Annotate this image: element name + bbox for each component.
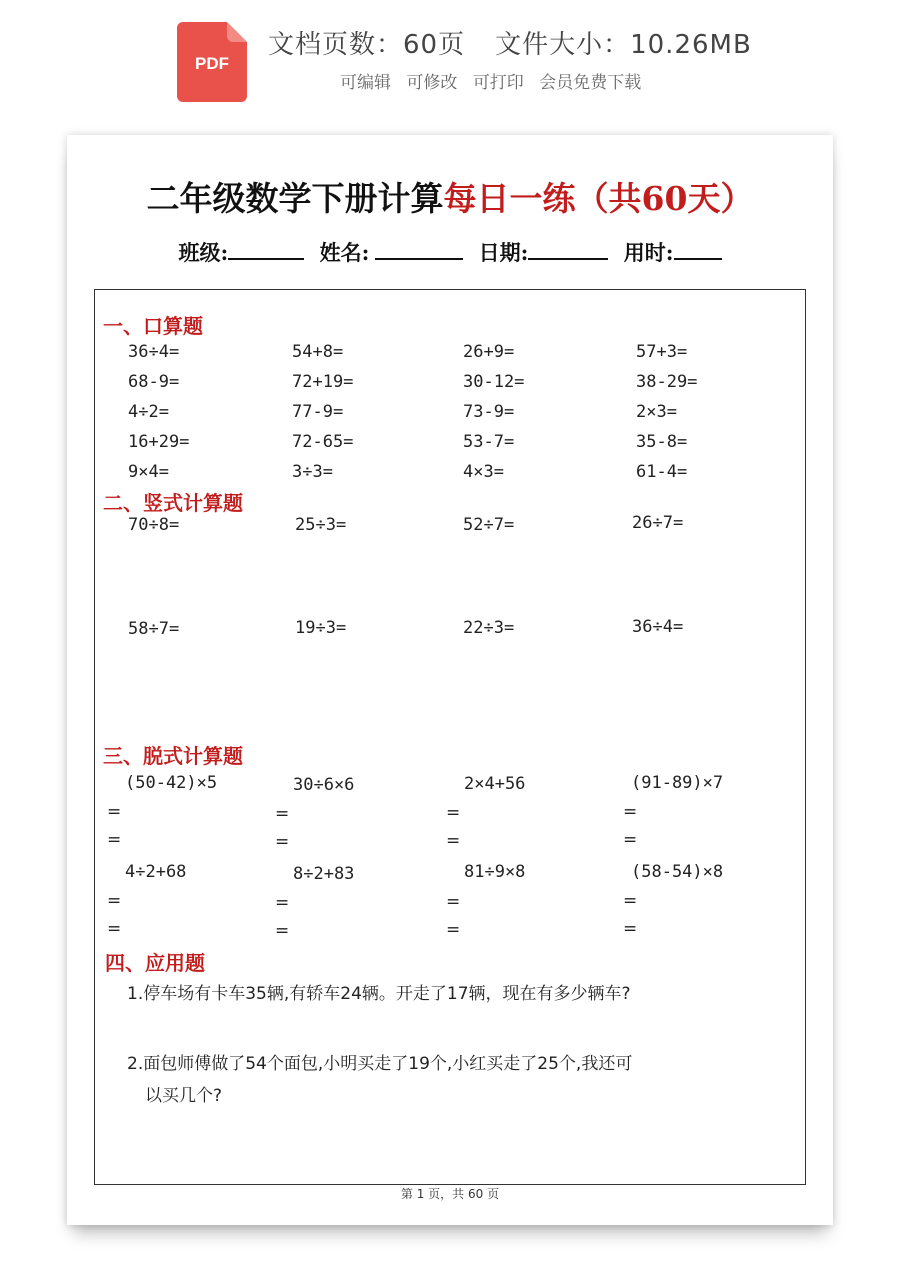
vertical-item: 19÷3= [295, 618, 347, 638]
oral-item: 77-9= [292, 402, 344, 422]
equals-sign: = [446, 920, 461, 940]
equals-sign: = [446, 892, 461, 912]
oral-item: 38-29= [636, 372, 698, 392]
oral-item: 2×3= [636, 402, 677, 422]
stepwise-item: 81÷9×8 [464, 862, 526, 882]
field-class-label: 班级: [178, 240, 229, 265]
oral-item: 54+8= [292, 342, 344, 362]
field-name-label: 姓名: [319, 240, 370, 265]
vertical-item: 25÷3= [295, 515, 347, 535]
oral-item: 68-9= [128, 372, 180, 392]
badge-editable: 可编辑 [340, 73, 391, 93]
equals-sign: = [446, 831, 461, 851]
word-problem-1: 1.停车场有卡车35辆,有轿车24辆。开走了17辆，现在有多少辆车? [127, 984, 631, 1004]
title-highlight: 每日一练（共60天） [443, 179, 754, 218]
equals-sign: = [275, 804, 290, 824]
oral-item: 3÷3= [292, 462, 333, 482]
field-date-label: 日期: [478, 240, 529, 265]
oral-item: 35-8= [636, 432, 688, 452]
equals-sign: = [275, 921, 290, 941]
oral-item: 72+19= [292, 372, 354, 392]
section-oral-title: 一、口算题 [103, 314, 203, 338]
vertical-item: 26÷7= [632, 513, 684, 533]
field-date-blank [528, 240, 608, 260]
oral-item: 57+3= [636, 342, 688, 362]
oral-item: 26+9= [463, 342, 515, 362]
exercise-box [94, 289, 806, 1185]
equals-sign: = [107, 891, 122, 911]
student-info-line [67, 237, 833, 267]
download-header [0, 0, 900, 120]
stepwise-item: 30÷6×6 [293, 775, 355, 795]
field-time-label: 用时: [623, 240, 674, 265]
equals-sign: = [107, 802, 122, 822]
field-class-blank [228, 240, 304, 260]
section-vertical-title: 二、竖式计算题 [103, 491, 243, 515]
equals-sign: = [623, 919, 638, 939]
badge-modifiable: 可修改 [406, 73, 458, 93]
section-stepwise-title: 三、脱式计算题 [103, 744, 243, 768]
title-main: 二年级数学下册计算 [146, 179, 444, 218]
page-count: 文档页数：60页 [268, 30, 466, 60]
page-title [67, 173, 833, 220]
equals-sign: = [107, 919, 122, 939]
vertical-item: 52÷7= [463, 515, 515, 535]
oral-item: 4÷2= [128, 402, 169, 422]
oral-item: 16+29= [128, 432, 190, 452]
stepwise-item: 8÷2+83 [293, 864, 355, 884]
vertical-item: 36÷4= [632, 617, 684, 637]
word-problem-2-cont: 以买几个? [145, 1086, 223, 1106]
stepwise-item: 4÷2+68 [125, 862, 187, 882]
equals-sign: = [107, 830, 122, 850]
page-footer: 第 1 页，共 60 页 [400, 1187, 500, 1201]
badge-member-free: 会员免费下载 [539, 73, 642, 93]
oral-item: 72-65= [292, 432, 354, 452]
equals-sign: = [623, 891, 638, 911]
section-word-problems-title: 四、应用题 [105, 951, 205, 975]
equals-sign: = [623, 802, 638, 822]
stepwise-item: 2×4+56 [464, 774, 526, 794]
equals-sign: = [275, 893, 290, 913]
oral-item: 30-12= [463, 372, 525, 392]
word-problem-2: 2.面包师傅做了54个面包,小明买走了19个,小红买走了25个,我还可 [127, 1054, 633, 1074]
pdf-badge-text: PDF [195, 54, 229, 73]
oral-item: 36÷4= [128, 342, 180, 362]
vertical-item: 22÷3= [463, 618, 515, 638]
oral-item: 4×3= [463, 462, 504, 482]
badge-printable: 可打印 [472, 73, 524, 93]
file-info [268, 24, 782, 61]
oral-item: 9×4= [128, 462, 169, 482]
equals-sign: = [275, 832, 290, 852]
file-size: 文件大小：10.26MB [495, 30, 752, 60]
feature-badges [340, 68, 651, 93]
pdf-file-icon [177, 22, 247, 102]
oral-item: 53-7= [463, 432, 515, 452]
oral-item: 61-4= [636, 462, 688, 482]
equals-sign: = [623, 830, 638, 850]
oral-item: 73-9= [463, 402, 515, 422]
stepwise-item: (91-89)×7 [631, 773, 724, 793]
vertical-item: 58÷7= [128, 619, 180, 639]
stepwise-item: (58-54)×8 [631, 862, 724, 882]
equals-sign: = [446, 803, 461, 823]
field-time-blank [674, 240, 722, 260]
vertical-item: 70÷8= [128, 515, 180, 535]
worksheet-page [67, 135, 833, 1225]
field-name-blank [375, 240, 463, 260]
stepwise-item: (50-42)×5 [125, 773, 218, 793]
